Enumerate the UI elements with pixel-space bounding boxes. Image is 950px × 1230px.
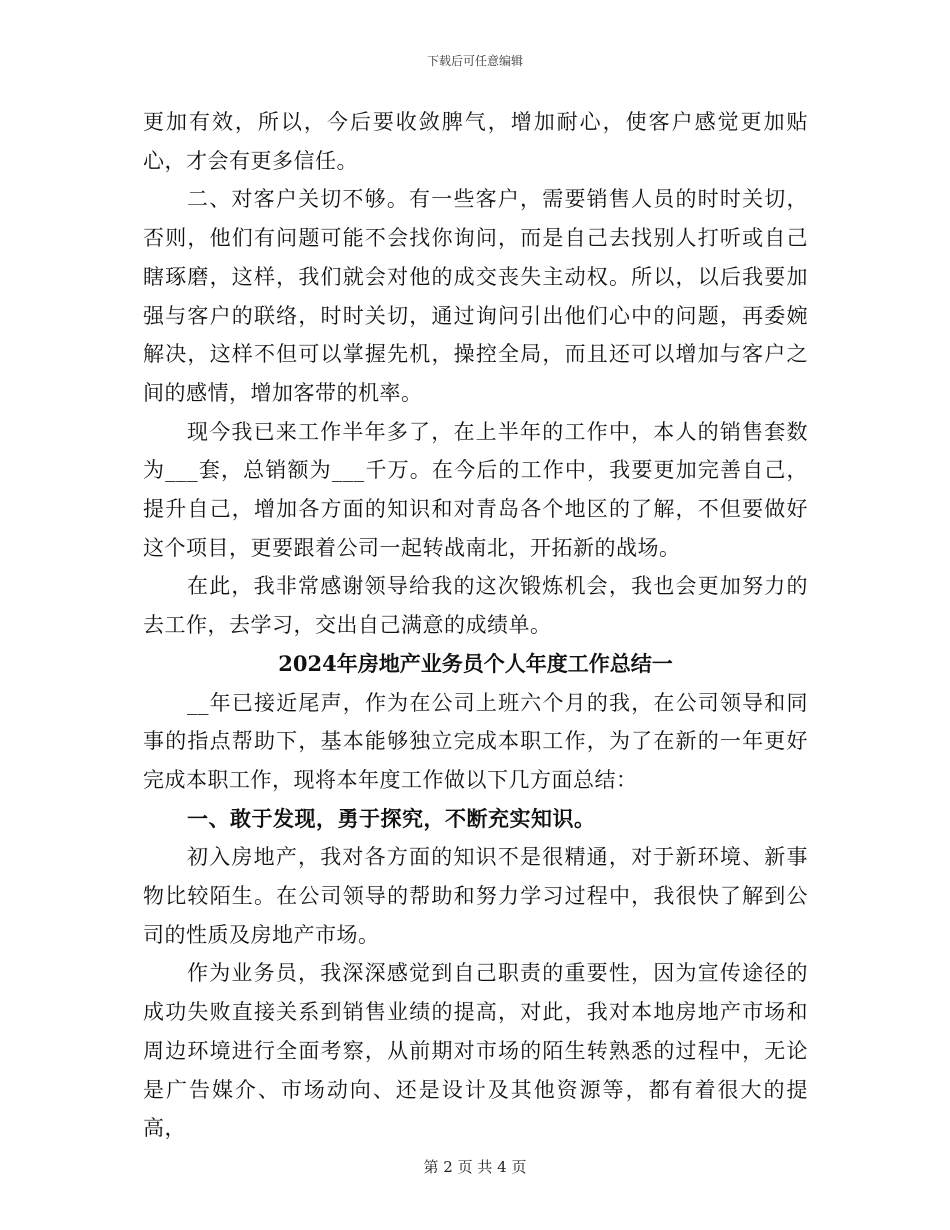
document-body (143, 103, 808, 1148)
paragraph-customer-care: 二、对客户关切不够。有一些客户，需要销售人员的时时关切，否则，他们有问题可能不会找你询问，而是自己去找别人打听或自己瞎琢磨，这样，我们就会对他的成交丧失主动权。所以，以后我要加强与客户的联络，时时关切，通过询问引出他们心中的问题，再委婉解决，这样不但可以掌握先机，操控全局，而且还可以增加与客户之间的感情，增加客带的机率。 (143, 187, 808, 405)
page-footer: 第 2 页 共 4 页 (423, 1158, 527, 1176)
document-title: 2024年房地产业务员个人年度工作总结一 (278, 650, 673, 676)
section-heading: 一、敢于发现，勇于探究，不断充实知识。 (187, 805, 596, 831)
paragraph-learning: 初入房地产，我对各方面的知识不是很精通，对于新环境、新事物比较陌生。在公司领导的帮助和努力学习过程中，我很快了解到公司的性质及房地产市场。 (143, 845, 808, 947)
page-header: 下载后可任意编辑 (426, 54, 523, 68)
paragraph-intro: __年已接近尾声，作为在公司上班六个月的我，在公司领导和同事的指点帮助下，基本能够独立完成本职工作，为了在新的一年更好完成本职工作，现将本年度工作做以下几方面总结： (143, 690, 808, 792)
paragraph-market-research: 作为业务员，我深深感觉到自己职责的重要性，因为宣传途径的成功失败直接关系到销售业绩的提高，对此，我对本地房地产市场和周边环境进行全面考察，从前期对市场的陌生转熟悉的过程中，无论是广告媒介、市场动向、还是设计及其他资源等，都有着很大的提高， (143, 961, 808, 1141)
paragraph-thanks: 在此，我非常感谢领导给我的这次锻炼机会，我也会更加努力的去工作，去学习，交出自己满意的成绩单。 (143, 574, 808, 638)
paragraph-continuation: 更加有效，所以，今后要收敛脾气，增加耐心，使客户感觉更加贴心，才会有更多信任。 (143, 110, 808, 173)
paragraph-sales-summary: 现今我已来工作半年多了，在上半年的工作中，本人的销售套数为___套，总销额为___千万。在今后的工作中，我要更加完善自己，提升自己，增加各方面的知识和对青岛各个地区的了解，不但要做好这个项目，更要跟着公司一起转战南北，开拓新的战场。 (143, 419, 808, 560)
